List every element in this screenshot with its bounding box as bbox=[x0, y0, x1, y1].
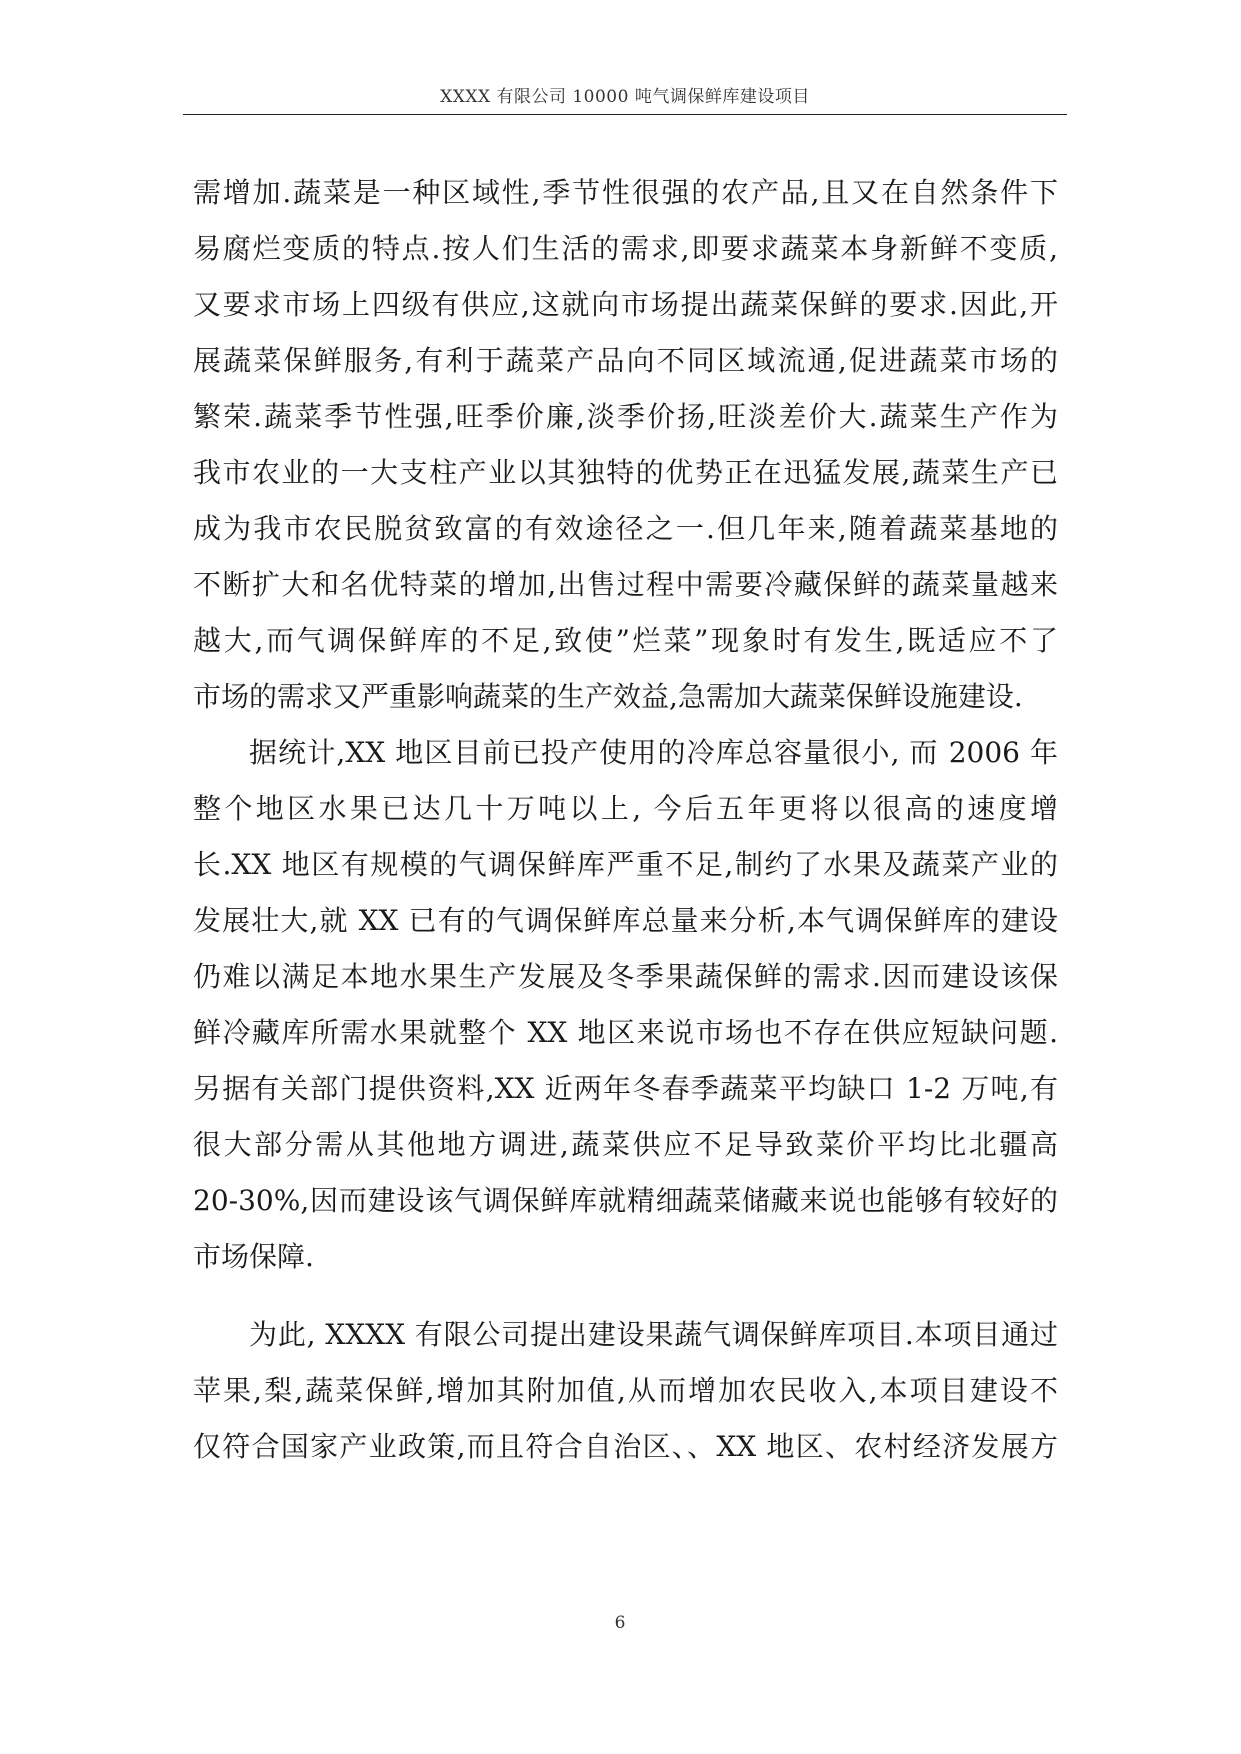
text-line: 易腐烂变质的特点.按人们生活的需求,即要求蔬菜本身新鲜不变质, bbox=[193, 232, 1058, 265]
text-line: 需增加.蔬菜是一种区域性,季节性很强的农产品,且又在自然条件下 bbox=[193, 176, 1058, 209]
text-line: 苹果,梨,蔬菜保鲜,增加其附加值,从而增加农民收入,本项目建设不 bbox=[193, 1374, 1058, 1407]
text-line: 20-30%,因而建设该气调保鲜库就精细蔬菜储藏来说也能够有较好的 bbox=[193, 1184, 1058, 1217]
text-line: 繁荣.蔬菜季节性强,旺季价廉,淡季价扬,旺淡差价大.蔬菜生产作为 bbox=[193, 400, 1058, 433]
text-line: 仅符合国家产业政策,而且符合自治区、、XX 地区、农村经济发展方 bbox=[193, 1430, 1058, 1463]
text-line: 鲜冷藏库所需水果就整个 XX 地区来说市场也不存在供应短缺问题. bbox=[193, 1016, 1058, 1049]
text-line: 越大,而气调保鲜库的不足,致使”烂菜”现象时有发生,既适应不了 bbox=[193, 624, 1058, 657]
text-line: 不断扩大和名优特菜的增加,出售过程中需要冷藏保鲜的蔬菜量越来 bbox=[193, 568, 1058, 601]
paragraph-1 bbox=[193, 165, 1058, 725]
text-line: 我市农业的一大支柱产业以其独特的优势正在迅猛发展,蔬菜生产已 bbox=[193, 456, 1058, 489]
paragraph-2 bbox=[193, 725, 1058, 1285]
text-line: 成为我市农民脱贫致富的有效途径之一.但几年来,随着蔬菜基地的 bbox=[193, 512, 1058, 545]
text-line: 市场的需求又严重影响蔬菜的生产效益,急需加大蔬菜保鲜设施建设. bbox=[193, 680, 1023, 713]
text-line: 展蔬菜保鲜服务,有利于蔬菜产品向不同区域流通,促进蔬菜市场的 bbox=[193, 344, 1058, 377]
header-rule bbox=[183, 114, 1067, 115]
paragraph-3 bbox=[193, 1307, 1058, 1475]
text-line: 为此, XXXX 有限公司提出建设果蔬气调保鲜库项目.本项目通过 bbox=[249, 1318, 1058, 1351]
running-header: XXXX 有限公司 10000 吨气调保鲜库建设项目 bbox=[440, 87, 810, 107]
text-line: 长.XX 地区有规模的气调保鲜库严重不足,制约了水果及蔬菜产业的 bbox=[193, 848, 1058, 881]
text-line: 很大部分需从其他地方调进,蔬菜供应不足导致菜价平均比北疆高 bbox=[193, 1128, 1058, 1161]
text-line: 发展壮大,就 XX 已有的气调保鲜库总量来分析,本气调保鲜库的建设 bbox=[193, 904, 1058, 937]
paragraph-spacer bbox=[193, 1285, 1058, 1307]
text-line: 另据有关部门提供资料,XX 近两年冬春季蔬菜平均缺口 1-2 万吨,有 bbox=[193, 1072, 1058, 1105]
text-line: 整个地区水果已达几十万吨以上, 今后五年更将以很高的速度增 bbox=[193, 792, 1058, 825]
text-line: 市场保障. bbox=[193, 1240, 314, 1273]
text-line: 又要求市场上四级有供应,这就向市场提出蔬菜保鲜的要求.因此,开 bbox=[193, 288, 1058, 321]
text-line: 仍难以满足本地水果生产发展及冬季果蔬保鲜的需求.因而建设该保 bbox=[193, 960, 1058, 993]
body-text bbox=[193, 165, 1058, 1475]
page-number: 6 bbox=[614, 1613, 626, 1633]
text-line: 据统计,XX 地区目前已投产使用的冷库总容量很小, 而 2006 年 bbox=[249, 736, 1058, 769]
